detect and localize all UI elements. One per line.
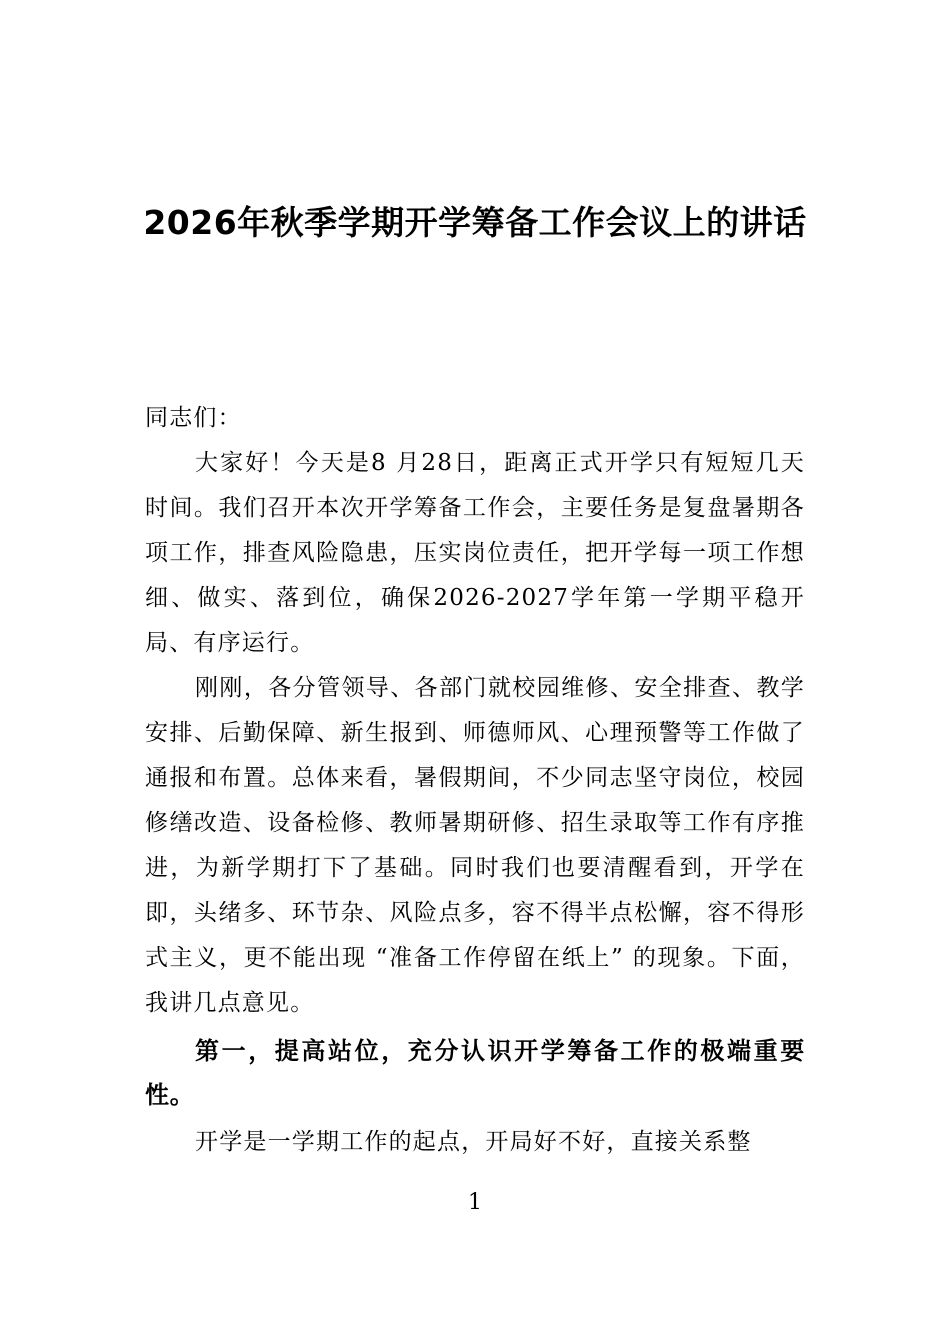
paragraph-summary: 刚刚，各分管领导、各部门就校园维修、安全排查、教学安排、后勤保障、新生报到、师德师风、心理预警等工作做了通报和布置。总体来看，暑假期间，不少同志坚守岗位，校园修缮改造、设备检修、教师暑期研修、招生录取等工作有序推进，为新学期打下了基础。同时我们也要清醒看到，开学在即，头绪多、环节杂、风险点多，容不得半点松懈，容不得形式主义，更不能出现 “准备工作停留在纸上” 的现象。下面，我讲几点意见。 [145,675,805,1016]
document-title: 2026年秋季学期开学筹备工作会议上的讲话 [143,203,807,242]
page-number: 1 [468,1190,482,1215]
section-paragraph: 开学是一学期工作的起点，开局好不好，直接关系整 [195,1129,752,1155]
section-heading: 第一，提高站位，充分认识开学筹备工作的极端重要性。 [145,1037,805,1109]
paragraph-opening: 大家好！今天是8 月28日，距离正式开学只有短短几天时间。我们召开本次开学筹备工作会，主要任务是复盘暑期各项工作，排查风险隐患，压实岗位责任，把开学每一项工作想细、做实、落到位，确保2026-2027学年第一学期平稳开局、有序运行。 [145,450,805,656]
salutation: 同志们： [145,405,242,431]
document-body [145,396,805,1165]
